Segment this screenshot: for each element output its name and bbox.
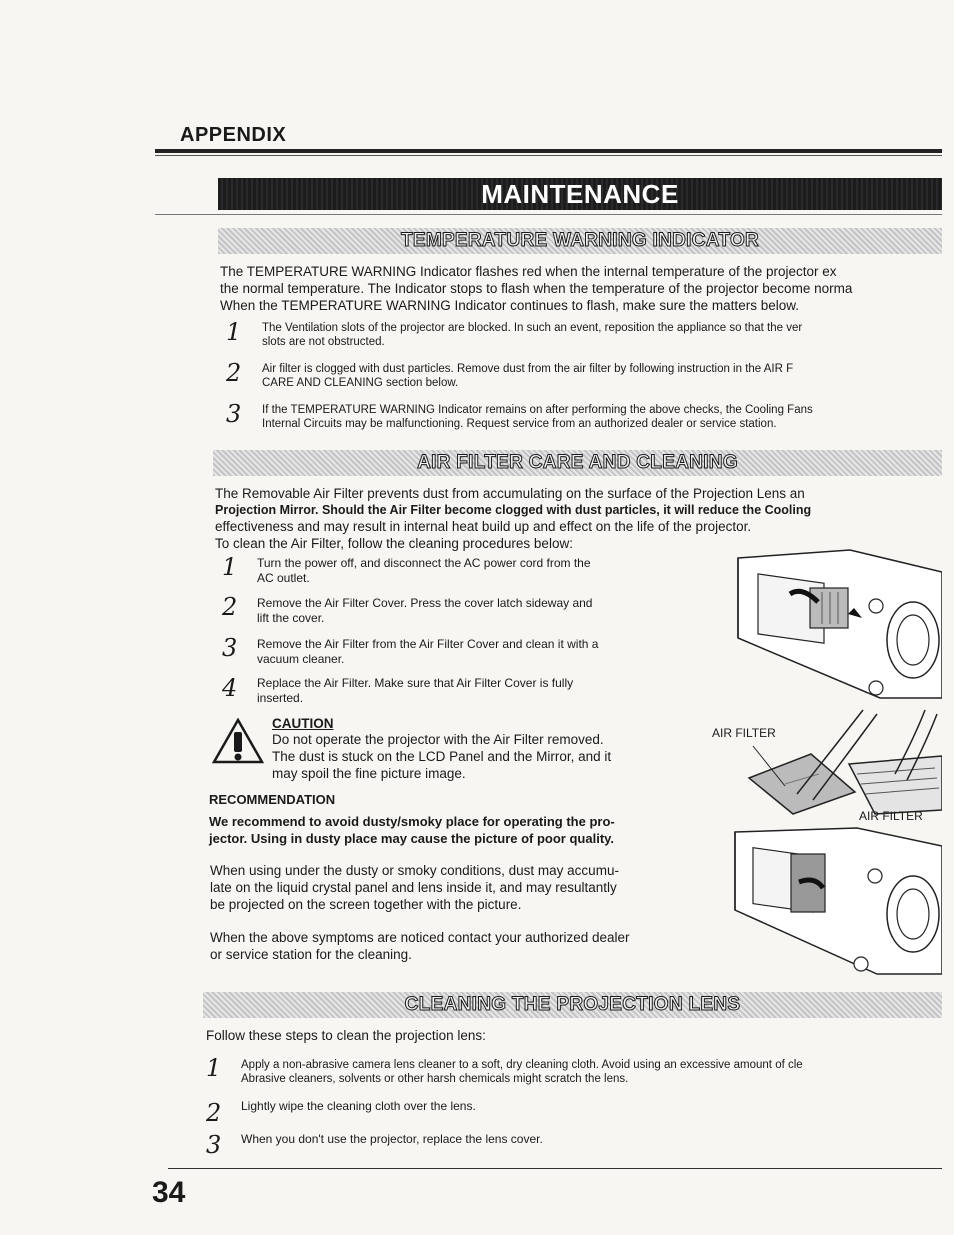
step-line: When you don't use the projector, replace the lens cover. (241, 1132, 543, 1146)
step-number: 1 (222, 553, 238, 581)
lens-step (241, 1099, 942, 1114)
step-number: 2 (222, 593, 238, 621)
step-line: Apply a non-abrasive camera lens cleaner to a soft, dry cleaning cloth. Avoid using an excessive amount of cle (241, 1059, 803, 1071)
airfilter-step (257, 676, 687, 706)
temperature-section-bar (218, 228, 942, 254)
step-number: 3 (226, 400, 242, 428)
header-rule-thin (155, 155, 942, 156)
projector-filter-insert-illustration (727, 826, 942, 976)
dusty-line: late on the liquid crystal panel and lens inside it, and may resultantly (210, 880, 617, 895)
step-number: 4 (222, 674, 238, 702)
airfilter-intro-line: Projection Mirror. Should the Air Filter become clogged with dust particles, it will reduce the Cooling (215, 503, 812, 517)
recommendation-title: RECOMMENDATION (209, 792, 336, 807)
temperature-intro-line: the normal temperature. The Indicator stops to flash when the temperature of the projector become norma (220, 281, 853, 296)
step-number: 3 (222, 634, 238, 662)
step-line: slots are not obstructed. (262, 336, 385, 348)
recommendation-block (209, 792, 699, 847)
step-line: AC outlet. (257, 571, 310, 585)
banner-rule (155, 214, 942, 215)
step-line: The Ventilation slots of the projector are blocked. In such an event, reposition the appliance so that the ver (262, 322, 803, 334)
warning-icon (212, 718, 264, 764)
page-number: 34 (152, 1176, 186, 1209)
temperature-step (262, 321, 942, 349)
page-title: MAINTENANCE (481, 179, 679, 209)
step-line: vacuum cleaner. (257, 652, 345, 666)
section-header: APPENDIX (180, 124, 287, 146)
dusty-line: When using under the dusty or smoky conditions, dust may accumu- (210, 863, 619, 878)
temperature-section-title: TEMPERATURE WARNING INDICATOR (400, 230, 760, 251)
step-number: 1 (226, 318, 242, 346)
symptoms-line: When the above symptoms are noticed contact your authorized dealer (210, 930, 630, 945)
caution-line: Do not operate the projector with the Air Filter removed. (272, 732, 604, 747)
step-line: If the TEMPERATURE WARNING Indicator remains on after performing the above checks, the Cooling Fans (262, 404, 813, 416)
airfilter-section-title: AIR FILTER CARE AND CLEANING (417, 452, 738, 473)
caution-title: CAUTION (272, 716, 334, 731)
airfilter-step (257, 637, 687, 667)
step-line: Air filter is clogged with dust particles. Remove dust from the air filter by following instruction in the AIR F (262, 363, 794, 375)
recommendation-line: We recommend to avoid dusty/smoky place for operating the pro- (209, 814, 615, 829)
step-line: Remove the Air Filter from the Air Filter Cover and clean it with a (257, 637, 599, 651)
lens-intro: Follow these steps to clean the projection lens: (206, 1028, 486, 1043)
symptoms-line: or service station for the cleaning. (210, 947, 412, 962)
lens-section-bar (203, 992, 942, 1018)
step-line: inserted. (257, 691, 304, 705)
step-line: Internal Circuits may be malfunctioning. Request service from an authorized dealer or service station. (262, 418, 777, 430)
step-line: CARE AND CLEANING section below. (262, 377, 459, 389)
temperature-step (262, 403, 942, 431)
airfilter-intro-line: The Removable Air Filter prevents dust from accumulating on the surface of the Projection Lens an (215, 486, 805, 501)
airfilter-step (257, 596, 687, 626)
temperature-step (262, 362, 942, 390)
lens-step (241, 1132, 942, 1147)
step-number: 1 (206, 1054, 222, 1082)
temperature-intro-line: The TEMPERATURE WARNING Indicator flashes red when the internal temperature of the projector ex (220, 264, 837, 279)
temperature-intro-line: When the TEMPERATURE WARNING Indicator continues to flash, make sure the matters below. (220, 298, 799, 313)
lens-section-title: CLEANING THE PROJECTION LENS (404, 994, 741, 1015)
step-line: Lightly wipe the cleaning cloth over the lens. (241, 1099, 476, 1113)
step-line: Abrasive cleaners, solvents or other harsh chemicals might scratch the lens. (241, 1073, 629, 1085)
airfilter-intro-line: effectiveness and may result in internal heat build up and effect on the life of the projector. (215, 519, 752, 534)
step-line: lift the cover. (257, 611, 325, 625)
step-line: Remove the Air Filter Cover. Press the cover latch sideway and (257, 596, 593, 610)
projector-filter-cover-illustration (730, 548, 942, 700)
step-number: 2 (226, 359, 242, 387)
figure-label-air-filter: AIR FILTER (712, 726, 776, 740)
caution-line: The dust is stuck on the LCD Panel and the Mirror, and it (272, 749, 612, 764)
airfilter-section-bar (213, 450, 942, 476)
airfilter-intro (215, 485, 942, 552)
caution-block (272, 716, 692, 782)
symptoms-paragraph (210, 929, 700, 963)
recommendation-line: jector. Using in dusty place may cause the picture of poor quality. (209, 831, 615, 846)
header-rule (155, 149, 942, 153)
footer-rule (168, 1168, 942, 1169)
airfilter-intro-line: To clean the Air Filter, follow the cleaning procedures below: (215, 536, 573, 551)
dusty-line: be projected on the screen together with the picture. (210, 897, 522, 912)
step-line: Replace the Air Filter. Make sure that Air Filter Cover is fully (257, 676, 574, 690)
lens-step (241, 1058, 942, 1086)
caution-line: may spoil the fine picture image. (272, 766, 466, 781)
maintenance-banner (218, 178, 942, 210)
step-line: Turn the power off, and disconnect the AC power cord from the (257, 556, 591, 570)
temperature-intro (220, 263, 942, 314)
figure-label-air-filter: AIR FILTER (859, 809, 923, 823)
airfilter-step (257, 556, 687, 586)
step-number: 3 (206, 1131, 222, 1159)
dusty-paragraph (210, 862, 700, 913)
air-filter-cleaning-illustration (745, 706, 942, 818)
step-number: 2 (206, 1099, 222, 1127)
